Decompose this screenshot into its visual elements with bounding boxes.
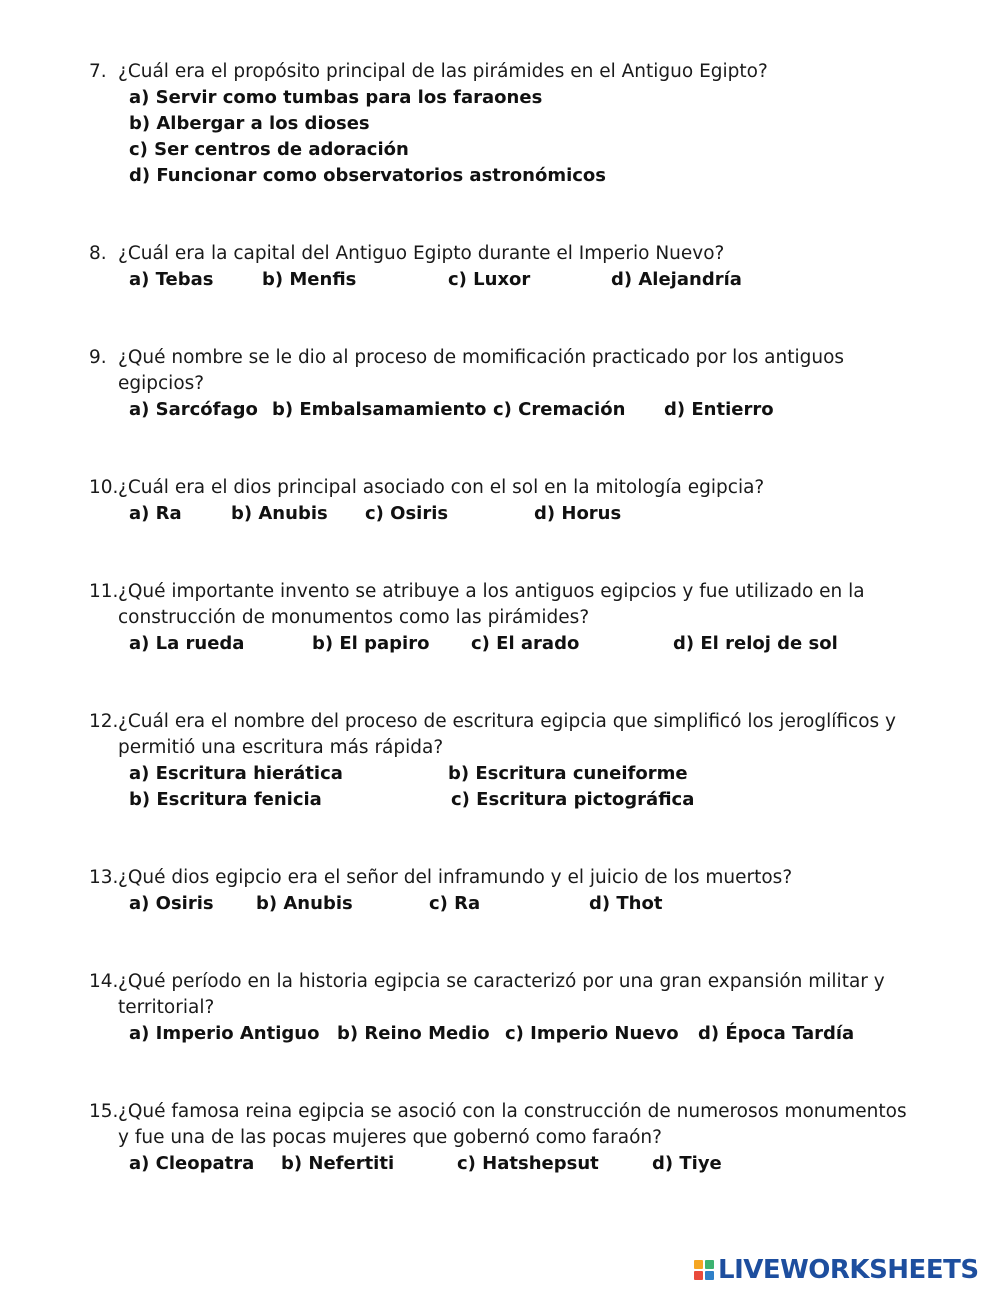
question-text-line-1: ¿Qué nombre se le dio al proceso de momificación practicado por los antiguos <box>118 347 845 368</box>
question-text-line-2: territorial? <box>118 997 215 1018</box>
option-a[interactable]: a) Imperio Antiguo <box>129 1023 320 1044</box>
question-text: ¿Cuál era el propósito principal de las pirámides en el Antiguo Egipto? <box>118 61 768 82</box>
option-d[interactable]: d) Época Tardía <box>698 1023 855 1044</box>
question-number: 10. <box>89 477 119 498</box>
option-c[interactable]: c) Hatshepsut <box>457 1153 599 1174</box>
liveworksheets-logo <box>694 1255 979 1285</box>
question-text-line-2: permitió una escritura más rápida? <box>118 737 444 758</box>
option-c[interactable]: c) El arado <box>471 633 580 654</box>
option-c[interactable]: c) Osiris <box>365 503 449 524</box>
option-c[interactable]: c) Cremación <box>493 399 626 420</box>
question-text: ¿Cuál era el dios principal asociado con el sol en la mitología egipcia? <box>118 477 765 498</box>
option-b[interactable]: b) Escritura cuneiforme <box>448 763 688 784</box>
question-text: ¿Cuál era la capital del Antiguo Egipto durante el Imperio Nuevo? <box>118 243 725 264</box>
option-b[interactable]: b) El papiro <box>312 633 430 654</box>
option-d[interactable]: d) Entierro <box>664 399 774 420</box>
option-b[interactable]: b) Nefertiti <box>281 1153 395 1174</box>
question-number: 13. <box>89 867 119 888</box>
question-text-line-1: ¿Cuál era el nombre del proceso de escritura egipcia que simplificó los jeroglíficos y <box>118 711 897 732</box>
option-b[interactable]: b) Albergar a los dioses <box>129 113 370 134</box>
question-text-line-1: ¿Qué período en la historia egipcia se caracterizó por una gran expansión militar y <box>118 971 885 992</box>
question-number: 15. <box>89 1101 119 1122</box>
option-d[interactable]: d) Horus <box>534 503 622 524</box>
option-d[interactable]: d) El reloj de sol <box>673 633 838 654</box>
option-d[interactable]: d) Alejandría <box>611 269 742 290</box>
question-text-line-1: ¿Qué importante invento se atribuye a los antiguos egipcios y fue utilizado en la <box>118 581 865 602</box>
question-text: ¿Qué dios egipcio era el señor del inframundo y el juicio de los muertos? <box>118 867 793 888</box>
option-a[interactable]: a) Tebas <box>129 269 214 290</box>
option-c[interactable]: c) Escritura pictográfica <box>451 789 695 810</box>
option-b[interactable]: b) Menfis <box>262 269 357 290</box>
option-d[interactable]: d) Funcionar como observatorios astronómicos <box>129 165 606 186</box>
option-a[interactable]: a) Sarcófago <box>129 399 258 420</box>
option-a[interactable]: a) Osiris <box>129 893 214 914</box>
option-a[interactable]: a) Servir como tumbas para los faraones <box>129 87 543 108</box>
question-number: 14. <box>89 971 119 992</box>
option-d[interactable]: d) Thot <box>589 893 663 914</box>
question-number: 8. <box>89 243 107 264</box>
option-a[interactable]: a) La rueda <box>129 633 245 654</box>
option-c[interactable]: c) Ser centros de adoración <box>129 139 409 160</box>
question-text-line-1: ¿Qué famosa reina egipcia se asoció con la construcción de numerosos monumentos <box>118 1101 907 1122</box>
option-b[interactable]: b) Embalsamamiento <box>272 399 487 420</box>
logo-icon-tile <box>705 1260 714 1269</box>
logo-icon-tile <box>694 1260 703 1269</box>
question-number: 9. <box>89 347 107 368</box>
question-text-line-2: construcción de monumentos como las pirámides? <box>118 607 590 628</box>
option-a[interactable]: a) Ra <box>129 503 182 524</box>
option-b[interactable]: b) Anubis <box>231 503 328 524</box>
question-number: 12. <box>89 711 119 732</box>
question-number: 11. <box>89 581 119 602</box>
question-text-line-2: egipcios? <box>118 373 205 394</box>
option-c[interactable]: c) Imperio Nuevo <box>505 1023 679 1044</box>
question-text-line-2: y fue una de las pocas mujeres que gobernó como faraón? <box>118 1127 662 1148</box>
option-b[interactable]: b) Anubis <box>256 893 353 914</box>
logo-text: LIVEWORKSHEETS <box>718 1255 979 1285</box>
logo-icon-tile <box>705 1271 714 1280</box>
question-number: 7. <box>89 61 107 82</box>
liveworksheets-icon <box>694 1260 714 1280</box>
option-c[interactable]: c) Luxor <box>448 269 531 290</box>
option-a[interactable]: a) Cleopatra <box>129 1153 255 1174</box>
option-b-second[interactable]: b) Escritura fenicia <box>129 789 322 810</box>
option-a[interactable]: a) Escritura hierática <box>129 763 343 784</box>
option-d[interactable]: d) Tiye <box>652 1153 722 1174</box>
logo-icon-tile <box>694 1271 703 1280</box>
option-b[interactable]: b) Reino Medio <box>337 1023 490 1044</box>
option-c[interactable]: c) Ra <box>429 893 481 914</box>
